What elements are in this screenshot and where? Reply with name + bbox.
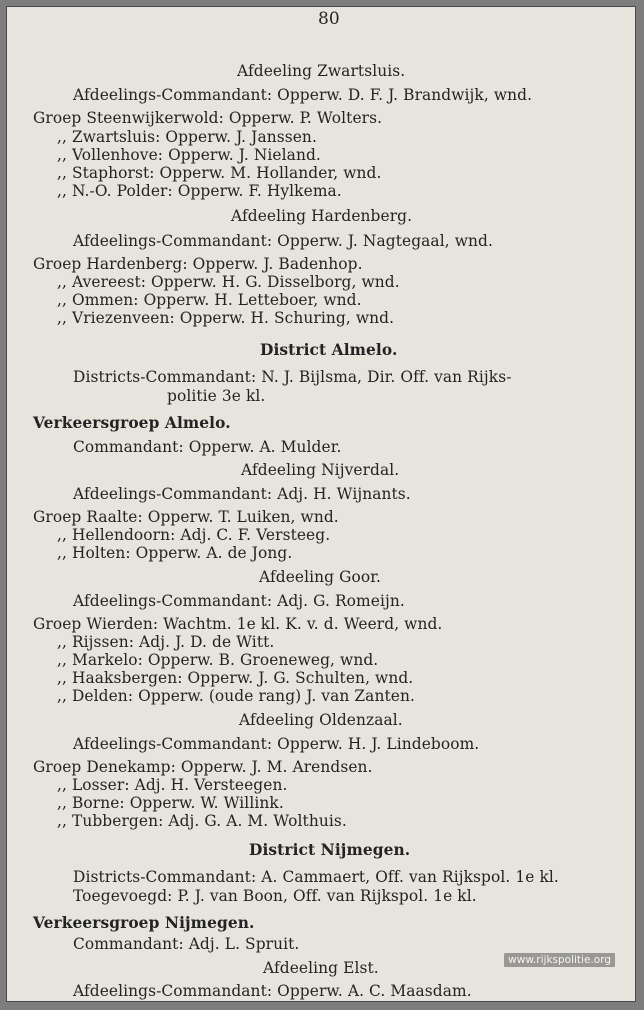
page-number: 80: [318, 9, 340, 29]
text-line: ,, Haaksbergen: Opperw. J. G. Schulten, wnd.: [57, 669, 414, 687]
scanned-page: [6, 6, 636, 1002]
text-line: Commandant: Opperw. A. Mulder.: [73, 438, 342, 456]
traffic-group-heading: Verkeersgroep Almelo.: [33, 414, 231, 432]
section-heading: Afdeeling Oldenzaal.: [239, 711, 403, 729]
text-line: ,, Avereest: Opperw. H. G. Disselborg, wnd.: [57, 273, 400, 291]
text-line: ,, Staphorst: Opperw. M. Hollander, wnd.: [57, 164, 382, 182]
text-line: Districts-Commandant: A. Cammaert, Off. van Rijkspol. 1e kl.: [73, 868, 559, 886]
watermark: www.rijkspolitie.org: [504, 953, 615, 967]
text-line: ,, Tubbergen: Adj. G. A. M. Wolthuis.: [57, 812, 347, 830]
district-heading: District Nijmegen.: [249, 841, 411, 859]
text-line: Groep Raalte: Opperw. T. Luiken, wnd.: [33, 508, 339, 526]
text-line: Afdeelings-Commandant: Opperw. A. C. Maasdam.: [73, 982, 472, 1000]
text-line: ,, Borne: Opperw. W. Willink.: [57, 794, 284, 812]
traffic-group-heading: Verkeersgroep Nijmegen.: [33, 914, 255, 932]
text-line: Toegevoegd: P. J. van Boon, Off. van Rijkspol. 1e kl.: [73, 887, 477, 905]
section-heading: Afdeeling Nijverdal.: [241, 461, 400, 479]
section-heading: Afdeeling Hardenberg.: [231, 207, 413, 225]
text-line: politie 3e kl.: [167, 387, 266, 405]
text-line: ,, Holten: Opperw. A. de Jong.: [57, 544, 293, 562]
text-line: ,, N.-O. Polder: Opperw. F. Hylkema.: [57, 182, 342, 200]
text-line: Districts-Commandant: N. J. Bijlsma, Dir. Off. van Rijks-: [73, 368, 512, 386]
text-line: ,, Vriezenveen: Opperw. H. Schuring, wnd.: [57, 309, 395, 327]
text-line: Groep Hardenberg: Opperw. J. Badenhop.: [33, 255, 363, 273]
text-line: Afdeelings-Commandant: Opperw. H. J. Lindeboom.: [73, 735, 480, 753]
section-heading: Afdeeling Elst.: [263, 959, 379, 977]
district-heading: District Almelo.: [260, 341, 398, 359]
section-heading: Afdeeling Goor.: [259, 568, 381, 586]
text-line: Afdeelings-Commandant: Adj. H. Wijnants.: [73, 485, 411, 503]
section-heading: Afdeeling Zwartsluis.: [237, 62, 406, 80]
text-line: ,, Markelo: Opperw. B. Groeneweg, wnd.: [57, 651, 379, 669]
text-line: Groep Steenwijkerwold: Opperw. P. Wolters.: [33, 109, 383, 127]
text-line: Afdeelings-Commandant: Opperw. D. F. J. Brandwijk, wnd.: [73, 86, 533, 104]
text-line: ,, Losser: Adj. H. Versteegen.: [57, 776, 288, 794]
text-line: ,, Rijssen: Adj. J. D. de Witt.: [57, 633, 275, 651]
text-line: ,, Ommen: Opperw. H. Letteboer, wnd.: [57, 291, 362, 309]
text-line: ,, Vollenhove: Opperw. J. Nieland.: [57, 146, 321, 164]
text-line: ,, Zwartsluis: Opperw. J. Janssen.: [57, 128, 317, 146]
text-line: Afdeelings-Commandant: Adj. G. Romeijn.: [73, 592, 405, 610]
text-line: Afdeelings-Commandant: Opperw. J. Nagtegaal, wnd.: [73, 232, 493, 250]
text-line: Groep Wierden: Wachtm. 1e kl. K. v. d. Weerd, wnd.: [33, 615, 443, 633]
text-line: ,, Delden: Opperw. (oude rang) J. van Zanten.: [57, 687, 415, 705]
text-line: Commandant: Adj. L. Spruit.: [73, 935, 300, 953]
text-line: Groep Denekamp: Opperw. J. M. Arendsen.: [33, 758, 373, 776]
text-line: ,, Hellendoorn: Adj. C. F. Versteeg.: [57, 526, 331, 544]
